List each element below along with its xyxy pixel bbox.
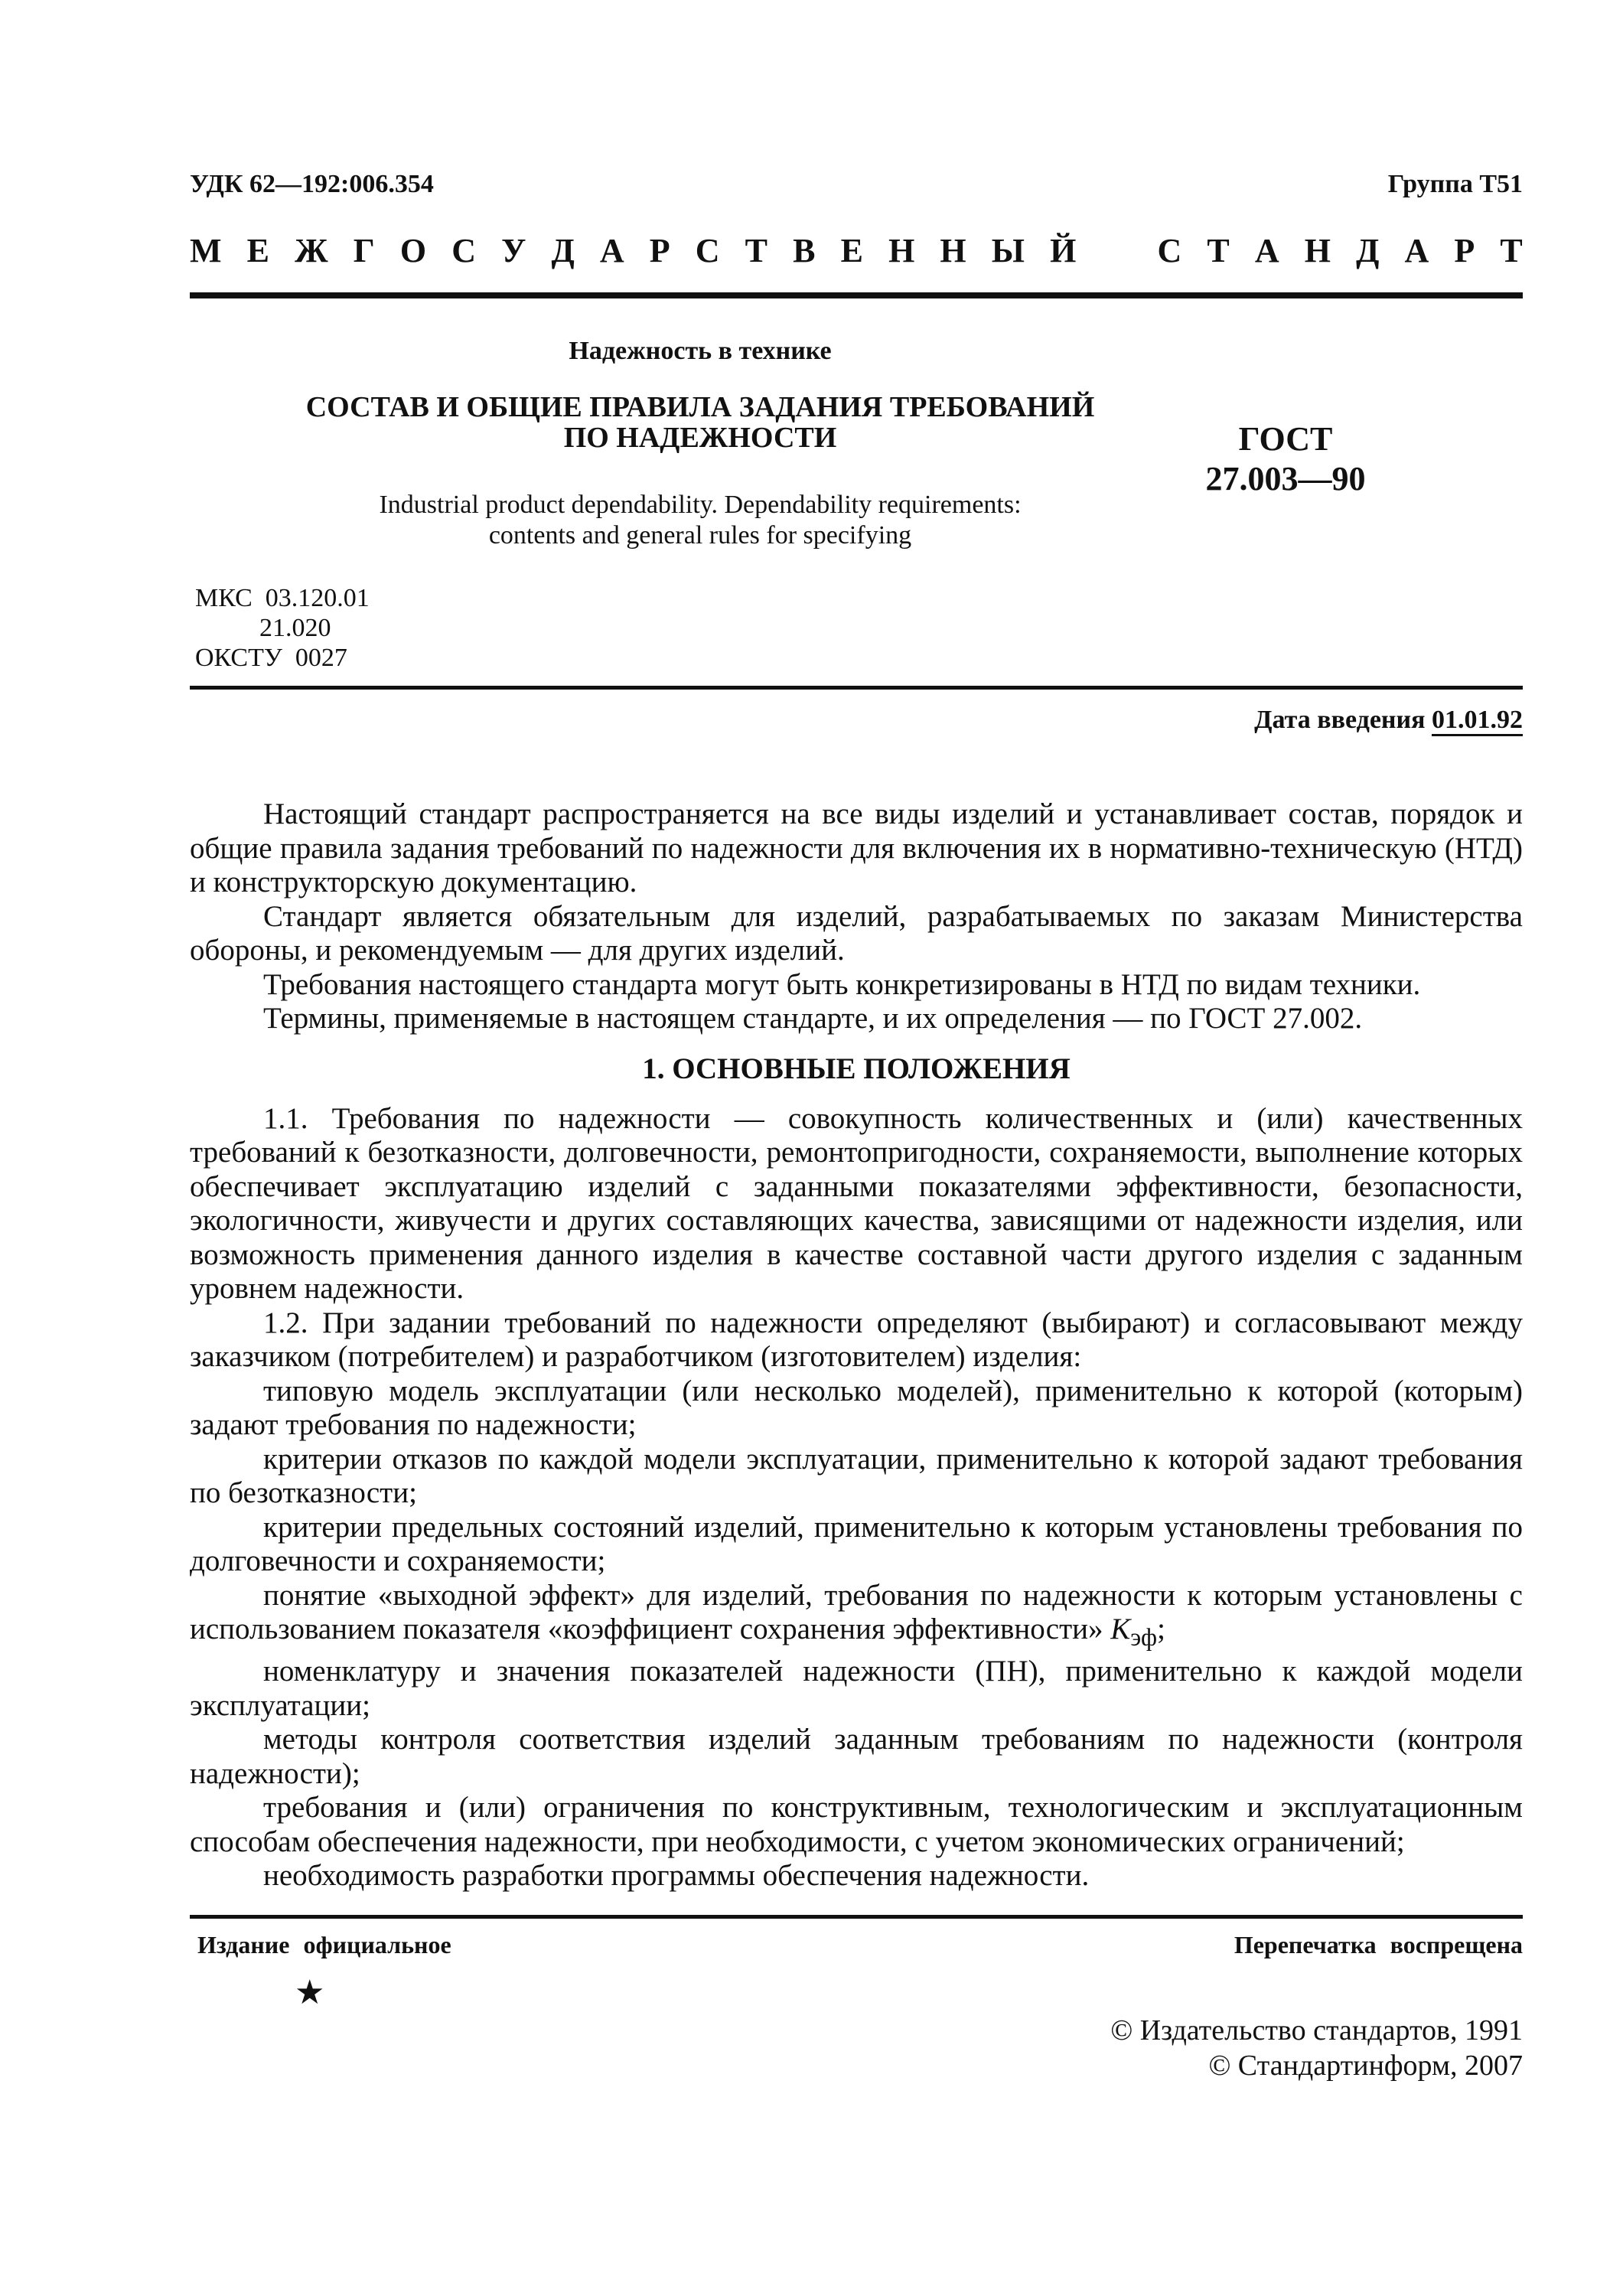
section-heading: 1. ОСНОВНЫЕ ПОЛОЖЕНИЯ xyxy=(642,1052,1071,1085)
footer-rule xyxy=(190,1915,1523,1919)
banner-letter: А xyxy=(1404,232,1429,269)
banner-letter: А xyxy=(1254,232,1279,269)
paragraph: типовую модель эксплуатации (или несколько моделей), применительно к которой (которым) задают требования по надежности; xyxy=(190,1374,1523,1441)
banner-letter: С xyxy=(1157,232,1182,269)
classification-codes xyxy=(195,583,370,673)
banner-letter: Н xyxy=(940,232,966,269)
banner-letter: Т xyxy=(1207,232,1230,269)
standard-banner xyxy=(190,231,1523,270)
banner-letter: Е xyxy=(840,232,863,269)
k-symbol: K xyxy=(1110,1613,1131,1645)
paragraph-text: понятие «выходной эффект» для изделий, требования по надежности к которым установлены с использованием показателя «коэффициент сохранения эффективности» xyxy=(190,1578,1523,1645)
official-edition: Издание официальное xyxy=(197,1931,451,1958)
banner-letter: С xyxy=(695,232,720,269)
banner-letter: О xyxy=(399,232,427,269)
date-value: 01.01.92 xyxy=(1432,706,1523,734)
paragraph: необходимость разработки программы обеспечения надежности. xyxy=(263,1859,1090,1893)
document-body xyxy=(190,797,1523,1893)
top-rule xyxy=(190,292,1523,298)
intro-section xyxy=(190,797,1523,1036)
paragraph: 1.1. Требования по надежности — совокупность количественных и (или) качественных требований к безотказности, долговечности, ремонтопригодности, сохраняемости, выполнение которых обеспечивает эксплуатацию изделий с заданными показателями эффективности, безопасности, экологичности, живучести и других составляющих качества, зависящими от надежности изделия, или возможность применения данного изделия в качестве составной части другого изделия с заданным уровнем надежности. xyxy=(190,1101,1523,1305)
banner-letter: Р xyxy=(1454,232,1475,269)
gost-label: ГОСТ xyxy=(1238,420,1333,458)
divider-rule xyxy=(190,686,1523,690)
introduction-date xyxy=(1254,706,1523,735)
banner-letter: Д xyxy=(1356,232,1380,269)
paragraph-tail: ; xyxy=(1157,1613,1165,1645)
paragraph: Стандарт является обязательным для изделий, разрабатываемых по заказам Министерства обороны, и рекомендуемым — для других изделий. xyxy=(190,899,1523,967)
title-line: СОСТАВ И ОБЩИЕ ПРАВИЛА ЗАДАНИЯ ТРЕБОВАНИЙ xyxy=(305,391,1095,423)
banner-letter: Г xyxy=(353,232,375,269)
mks-code: 21.020 xyxy=(259,614,331,642)
okstu-code: 0027 xyxy=(295,644,347,672)
banner-letter: Д xyxy=(551,232,575,269)
paragraph: 1.2. При задании требований по надежности определяют (выбирают) и согласовывают между заказчиком (потребителем) и разработчиком (изготовителем) изделия: xyxy=(190,1306,1523,1373)
banner-letter: Н xyxy=(1304,232,1331,269)
udk-code: УДК 62—192:006.354 xyxy=(190,170,434,198)
paragraph: критерии отказов по каждой модели эксплуатации, применительно к которой задают требования по безотказности; xyxy=(190,1442,1523,1509)
title-line: ПО НАДЕЖНОСТИ xyxy=(563,422,837,454)
copyright xyxy=(1110,2013,1523,2083)
gost-number: 27.003—90 xyxy=(1205,460,1366,497)
mks-code: 03.120.01 xyxy=(265,584,370,612)
paragraph: Термины, применяемые в настоящем стандарте, и их определения — по ГОСТ 27.002. xyxy=(263,1002,1363,1035)
paragraph: Настоящий стандарт распространяется на все виды изделий и устанавливает состав, порядок и общие правила задания требований по надежности для включения их в нормативно-техническую (НТД) и конструкторскую документацию. xyxy=(190,797,1523,899)
date-label: Дата введения xyxy=(1254,706,1426,734)
banner-letter: Ж xyxy=(295,232,328,269)
group-code: Группа Т51 xyxy=(1387,170,1523,198)
section-1-body-cont xyxy=(190,1655,1523,1893)
banner-letter: У xyxy=(501,232,526,269)
k-subscript: эф xyxy=(1130,1623,1158,1652)
star-icon: ★ xyxy=(295,1974,325,2011)
english-line: contents and general rules for specifying xyxy=(488,521,912,550)
paragraph: критерии предельных состояний изделий, применительно к которым установлены требования по долговечности и сохраняемости; xyxy=(190,1510,1523,1577)
paragraph: Требования настоящего стандарта могут быть конкретизированы в НТД по видам техники. xyxy=(263,967,1421,1001)
banner-letter: В xyxy=(793,232,816,269)
banner-letter: Н xyxy=(888,232,915,269)
paragraph: методы контроля соответствия изделий заданным требованиям по надежности (контроля надежности); xyxy=(190,1723,1523,1790)
banner-letter: Т xyxy=(1500,232,1523,269)
english-line: Industrial product dependability. Dependability requirements: xyxy=(379,491,1022,519)
banner-letter: Т xyxy=(745,232,768,269)
banner-letter: Ы xyxy=(991,232,1025,269)
paragraph xyxy=(190,1579,1523,1655)
series-title: Надежность в технике xyxy=(569,337,832,365)
banner-letter: А xyxy=(599,232,624,269)
copyright-line: © Издательство стандартов, 1991 xyxy=(1110,2014,1523,2047)
banner-letter: Е xyxy=(246,232,269,269)
english-title xyxy=(0,490,1400,551)
banner-letter: М xyxy=(190,232,222,269)
paragraph: номенклатуру и значения показателей надежности (ПН), применительно к каждой модели эксплуатации; xyxy=(190,1655,1523,1722)
banner-letter: Й xyxy=(1050,232,1077,269)
copyright-line: © Стандартинформ, 2007 xyxy=(1208,2050,1523,2082)
banner-letter: С xyxy=(451,232,476,269)
okstu-label: ОКСТУ xyxy=(195,644,282,672)
banner-letter: Р xyxy=(649,232,670,269)
paragraph: требования и (или) ограничения по конструктивным, технологическим и эксплуатационным способам обеспечения надежности, при необходимости, с учетом экономических ограничений; xyxy=(190,1791,1523,1858)
gost-designation xyxy=(1133,419,1439,499)
section-1-body xyxy=(190,1102,1523,1579)
reprint-prohibited: Перепечатка воспрещена xyxy=(1234,1931,1523,1958)
mks-label: МКС xyxy=(195,584,253,612)
